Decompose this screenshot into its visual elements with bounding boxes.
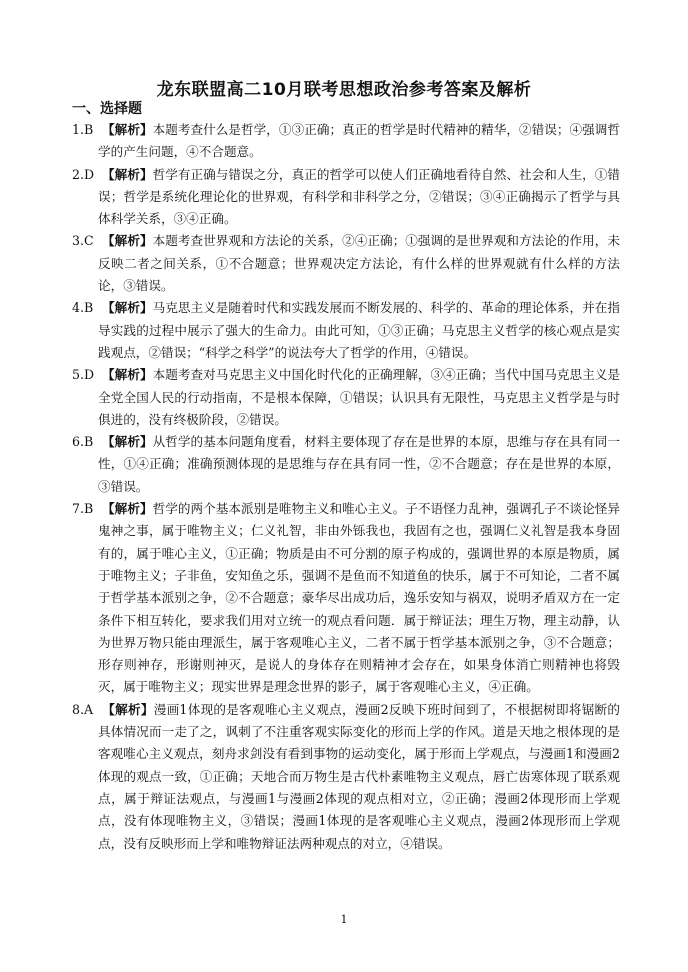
answer-number: 7.B xyxy=(72,501,94,517)
document-title: 龙东联盟高二10月联考思想政治参考答案及解析 xyxy=(156,80,532,100)
answer-choice: D xyxy=(84,367,95,383)
answer-explanation: 从哲学的基本问题角度看，材料主要体现了存在是世界的本原，思维与存在具有同一性，①④正确；准确预测体现的是思维与存在具有同一性，②不合题意；存在是世界的本原，③错误。 xyxy=(98,434,621,494)
analysis-tag: 【解析】 xyxy=(102,122,153,137)
section-heading: 一、选择题 xyxy=(72,101,142,117)
answer-explanation: 马克思主义是随着时代和实践发展而不断发展的、科学的、革命的理论体系，并在指导实践的过程中展示了强大的生命力。由此可知，①③正确；马克思主义哲学的核心观点是实践观点，②错误；“科学之科学”的说法夸大了哲学的作用，④错误。 xyxy=(98,300,621,360)
answer-item xyxy=(72,431,620,498)
answer-choice: B xyxy=(84,122,94,137)
answer-item xyxy=(72,297,620,364)
answer-number: 8.A xyxy=(72,701,94,717)
analysis-tag: 【解析】 xyxy=(102,367,153,383)
answer-item xyxy=(72,164,620,231)
answer-item xyxy=(72,230,620,297)
answer-explanation: 漫画1体现的是客观唯心主义观点，漫画2反映下班时间到了，不根据树即将锯断的具体情况而一走了之，讽刺了不注重客观实际变化的形而上学的作风。道是天地之根体现的是客观唯心主义观点，刻舟求剑没有看到事物的运动变化，属于形而上学观点，与漫画1和漫画2体现的观点一致，①正确；天地合而万物生是古代朴素唯物主义观点，唇亡齿寒体现了联系观点，属于辩证法观点，与漫画1与漫画2体现的观点相对立，②正确；漫画2体现形而上学观点，没有体现唯物主义，③错误；漫画1体现的是客观唯心主义观点，漫画2体现形而上学观点，没有反映形而上学和唯物辩证法两种观点的对立，④错误。 xyxy=(98,701,621,851)
answer-number: 4.B xyxy=(72,300,94,316)
answer-choice: C xyxy=(84,233,94,249)
analysis-tag: 【解析】 xyxy=(102,233,153,249)
page-number: 1 xyxy=(340,913,348,926)
analysis-tag: 【解析】 xyxy=(102,701,154,717)
answer-choice: B xyxy=(84,501,94,517)
analysis-tag: 【解析】 xyxy=(102,166,153,182)
answer-item xyxy=(72,699,620,855)
answer-explanation: 哲学的两个基本派别是唯物主义和唯心主义。子不语怪力乱神，强调孔子不谈论怪异鬼神之事，属于唯物主义；仁义礼智，非由外铄我也，我固有之也，强调仁义礼智是我本身固有的，属于唯心主义，①正确；物质是由不可分割的原子构成的，强调世界的本原是物质，属于唯物主义；子非鱼，安知鱼之乐，强调不是鱼而不知道鱼的快乐，属于不可知论，二者不属于哲学基本派别之争，②不合题意；豪华尽出成功后，逸乐安知与祸双，说明矛盾双方在一定条件下相互转化，要求我们用对立统一的观点看问题．属于辩证法；理生万物，理主动静，认为世界万物只能由理派生，属于客观唯心主义，二者不属于哲学基本派别之争，③不合题意；形存则神存，形谢则神灭，是说人的身体存在则精神才会存在，如果身体消亡则精神也将毁灭，属于唯物主义；现实世界是理念世界的影子，属于客观唯心主义，④正确。 xyxy=(98,501,621,695)
answer-choice: B xyxy=(84,300,94,316)
answer-item xyxy=(72,364,620,431)
analysis-tag: 【解析】 xyxy=(102,501,153,517)
answer-number: 1.B xyxy=(72,122,94,137)
answer-explanation: 本题考查世界观和方法论的关系，②④正确；①强调的是世界观和方法论的作用，未反映二者之间关系，①不合题意；世界观决定方法论，有什么样的世界观就有什么样的方法论，③错误。 xyxy=(98,233,621,294)
answer-choice: B xyxy=(84,434,94,450)
analysis-tag: 【解析】 xyxy=(102,434,153,450)
answer-item xyxy=(72,119,620,164)
answer-number: 6.B xyxy=(72,434,94,450)
answer-number: 3.C xyxy=(72,233,94,249)
answer-choice: D xyxy=(84,166,95,182)
answer-list xyxy=(72,119,620,855)
answer-choice: A xyxy=(84,701,94,717)
answer-explanation: 哲学有正确与错误之分，真正的哲学可以使人们正确地看待自然、社会和人生，①错误；哲学是系统化理论化的世界观，有科学和非科学之分，②错误；③④正确揭示了哲学与具体科学关系，③④正确。 xyxy=(98,166,621,227)
answer-explanation: 本题考查对马克思主义中国化时代化的正确理解，③④正确；当代中国马克思主义是全党全国人民的行动指南，不是根本保障，①错误；认识具有无限性，马克思主义哲学是与时俱进的，没有终极阶段，②错误。 xyxy=(98,367,621,427)
answer-explanation: 本题考查什么是哲学，①③正确；真正的哲学是时代精神的精华，②错误；④强调哲学的产生问题，④不合题意。 xyxy=(98,122,621,160)
analysis-tag: 【解析】 xyxy=(102,300,153,316)
answer-number: 5.D xyxy=(72,367,95,383)
answer-number: 2.D xyxy=(72,166,95,182)
answer-item xyxy=(72,498,620,699)
